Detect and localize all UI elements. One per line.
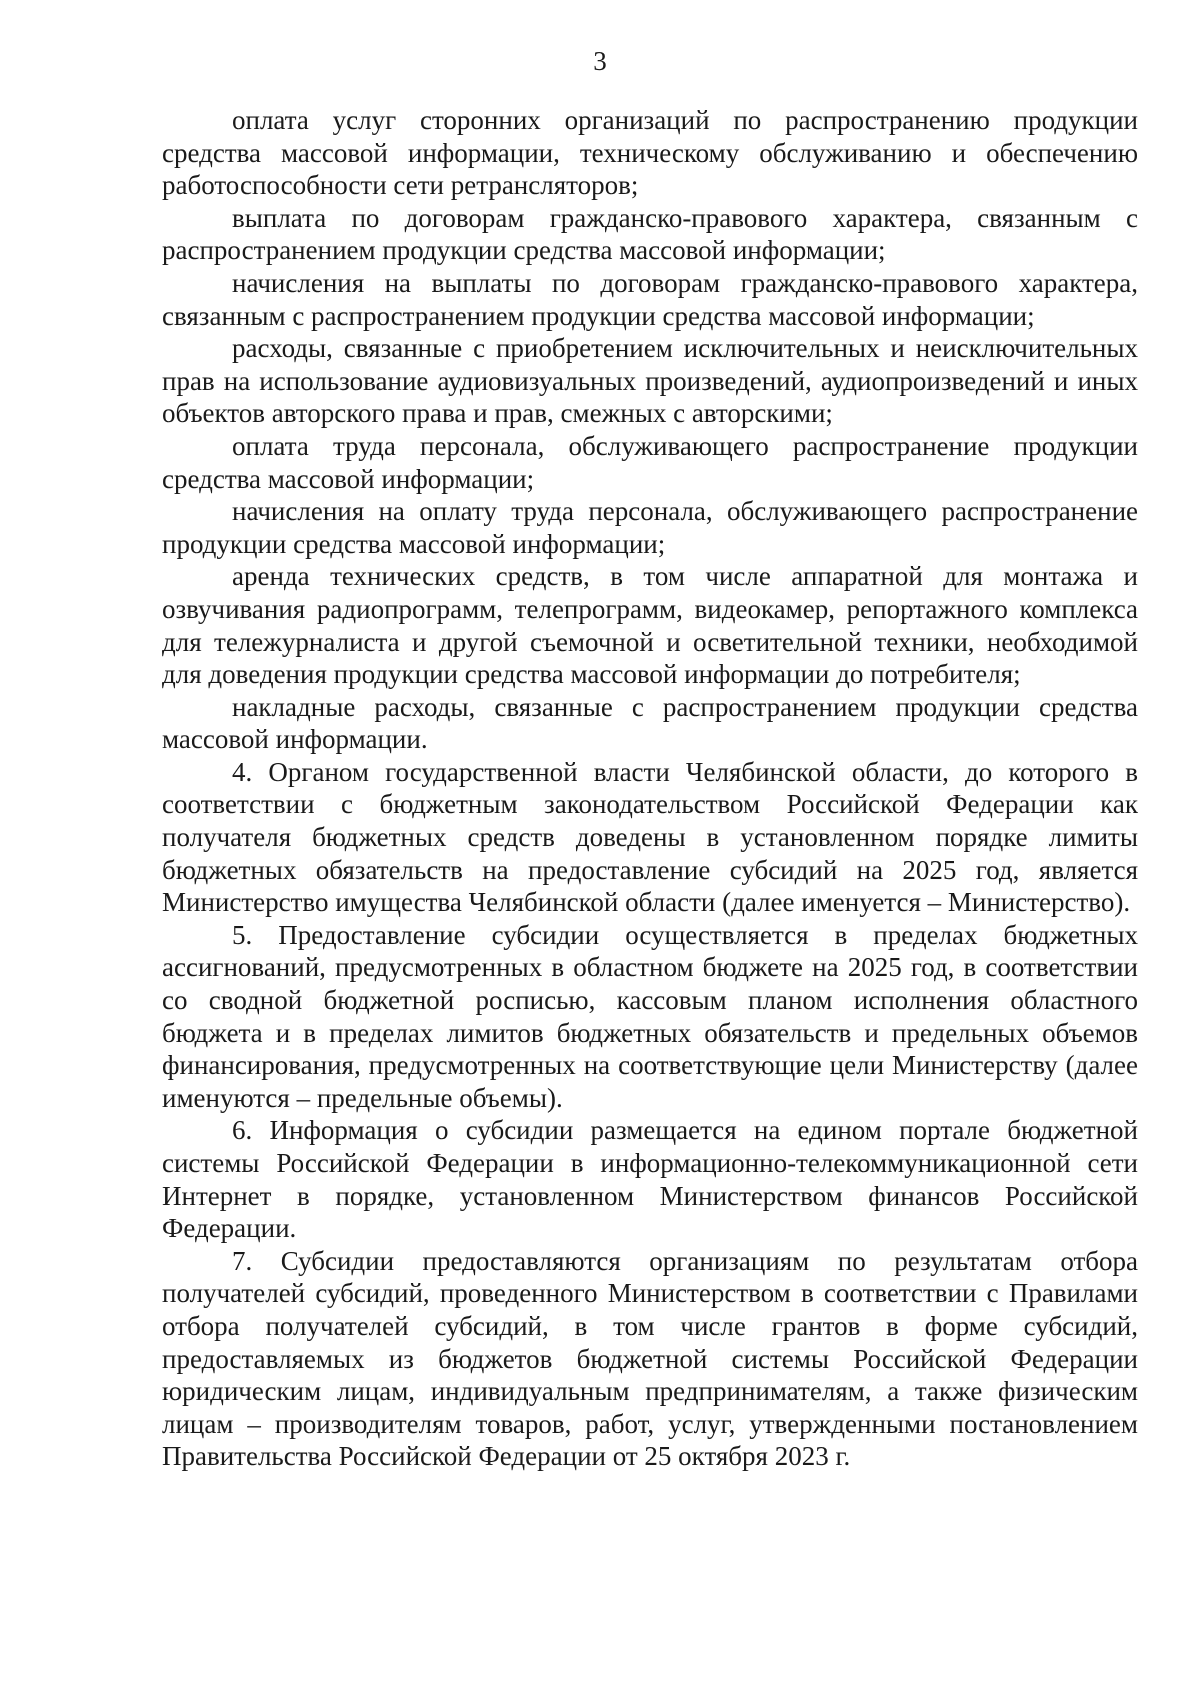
clause-4: 4. Органом государственной власти Челябинской области, до которого в соответствии с бюджетным законодательством Российской Федерации как получателя бюджетных средств доведены в установленном порядке лимиты бюджетных обязательств на предоставление субсидий на 2025 год, является Министерство имущества Челябинской области (далее именуется – Министерство). — [162, 756, 1138, 918]
page-number: 3 — [593, 46, 607, 76]
paragraph-staff-wages: оплата труда персонала, обслуживающего распространение продукции средства массовой информации; — [162, 430, 1138, 494]
paragraph-services-payment: оплата услуг сторонних организаций по распространению продукции средства массовой информации, техническому обслуживанию и обеспечению работоспособности сети ретрансляторов; — [162, 105, 1138, 201]
paragraph-staff-wage-charges: начисления на оплату труда персонала, обслуживающего распространение продукции средства массовой информации; — [162, 496, 1138, 559]
clause-6: 6. Информация о субсидии размещается на едином портале бюджетной системы Российской Федерации в информационно-телекоммуникационной сети Интернет в порядке, установленном Министерством финансов Российской Федерации. — [162, 1115, 1138, 1244]
paragraph-equipment-rental: аренда технических средств, в том числе аппаратной для монтажа и озвучивания радиопрограмм, телепрограмм, видеокамер, репортажного комплекса для тележурналиста и другой съемочной и осветительной техники, необходимой для доведения продукции средства массовой информации до потребителя; — [162, 561, 1138, 690]
document-body — [162, 104, 1138, 1473]
clause-5: 5. Предоставление субсидии осуществляется в пределах бюджетных ассигнований, предусмотренных в областном бюджете на 2025 год, в соответствии со сводной бюджетной росписью, кассовым планом исполнения областного бюджета и в пределах лимитов бюджетных обязательств и предельных объемов финансирования, предусмотренных на соответствующие цели Министерству (далее именуются – предельные объемы). — [162, 919, 1138, 1113]
paragraph-civil-contracts-charges: начисления на выплаты по договорам гражданско-правового характера, связанным с распространением продукции средства массовой информации; — [162, 267, 1138, 331]
paragraph-civil-contracts-payment: выплата по договорам гражданско-правового характера, связанным с распространением продукции средства массовой информации; — [162, 202, 1138, 266]
paragraph-overhead: накладные расходы, связанные с распространением продукции средства массовой информации. — [162, 691, 1138, 755]
paragraph-rights-acquisition: расходы, связанные с приобретением исключительных и неисключительных прав на использование аудиовизуальных произведений, аудиопроизведений и иных объектов авторского права и прав, смежных с авторскими; — [162, 333, 1138, 429]
clause-7: 7. Субсидии предоставляются организациям по результатам отбора получателей субсидий, проведенного Министерством в соответствии с Правилами отбора получателей субсидий, в том числе грантов в форме субсидий, предоставляемых из бюджетов бюджетной системы Российской Федерации юридическим лицам, индивидуальным предпринимателям, а также физическим лицам – производителям товаров, работ, услуг, утвержденными постановлением Правительства Российской Федерации от 25 октября 2023 г. — [162, 1245, 1138, 1472]
